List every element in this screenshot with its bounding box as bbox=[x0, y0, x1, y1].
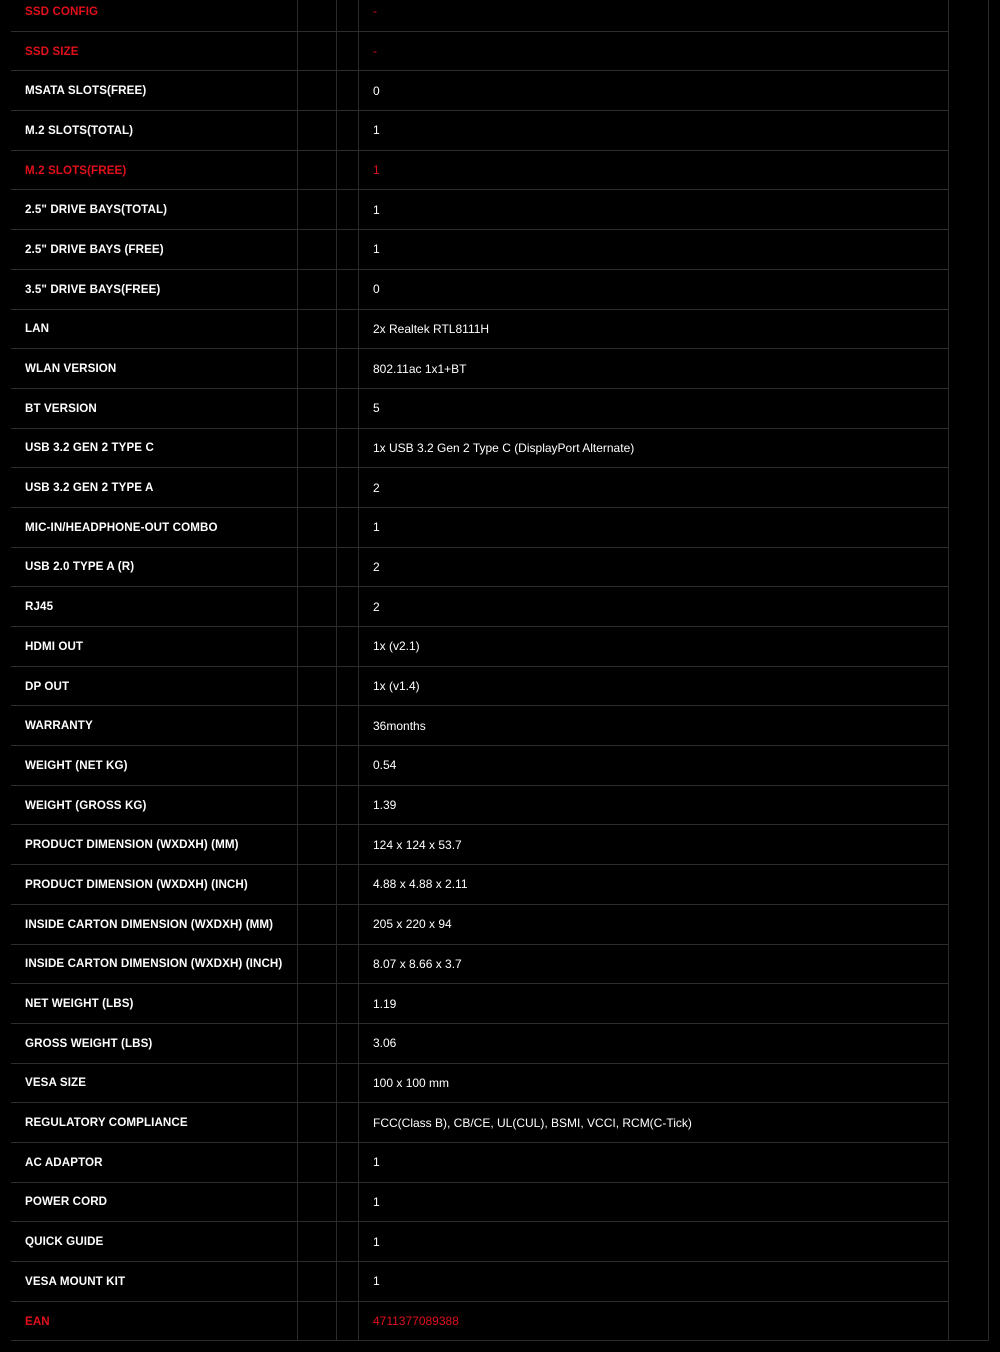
spec-label: 2.5" DRIVE BAYS(TOTAL) bbox=[25, 203, 168, 217]
spec-gutter bbox=[297, 865, 358, 904]
spec-value: 1.19 bbox=[373, 996, 397, 1011]
spec-value: 36months bbox=[373, 718, 426, 733]
spec-label: USB 3.2 GEN 2 TYPE A bbox=[25, 481, 154, 495]
spec-gutter bbox=[297, 1064, 358, 1103]
spec-gutter bbox=[297, 270, 358, 309]
spec-label: POWER CORD bbox=[25, 1195, 108, 1209]
spec-gutter bbox=[297, 1024, 358, 1063]
spec-row bbox=[11, 32, 949, 72]
spec-label: PRODUCT DIMENSION (WXDXH) (MM) bbox=[25, 838, 239, 852]
spec-label: USB 2.0 TYPE A (R) bbox=[25, 560, 135, 574]
spec-label: VESA SIZE bbox=[25, 1076, 87, 1090]
spec-row bbox=[11, 1262, 949, 1302]
spec-gutter bbox=[297, 468, 358, 507]
spec-gutter bbox=[297, 1143, 358, 1182]
spec-gutter bbox=[297, 1103, 358, 1142]
spec-value: 1x (v2.1) bbox=[373, 639, 420, 654]
spec-value: 1x (v1.4) bbox=[373, 679, 420, 694]
spec-row bbox=[11, 587, 949, 627]
spec-label: SSD SIZE bbox=[25, 44, 79, 58]
spec-value: 3.06 bbox=[373, 1036, 397, 1051]
spec-label: BT VERSION bbox=[25, 401, 97, 415]
spec-label: WEIGHT (NET KG) bbox=[25, 758, 128, 772]
spec-label: PRODUCT DIMENSION (WXDXH) (INCH) bbox=[25, 877, 248, 891]
spec-value: FCC(Class B), CB/CE, UL(CUL), BSMI, VCCI, RCM(C-Tick) bbox=[373, 1115, 692, 1130]
spec-gutter bbox=[297, 230, 358, 269]
spec-row bbox=[11, 905, 949, 945]
spec-value: - bbox=[373, 4, 377, 19]
spec-gutter bbox=[297, 627, 358, 666]
spec-row bbox=[11, 389, 949, 429]
spec-gutter bbox=[297, 1262, 358, 1301]
spec-table bbox=[11, 0, 949, 1341]
spec-gutter bbox=[297, 429, 358, 468]
spec-label: HDMI OUT bbox=[25, 639, 84, 653]
spec-gutter bbox=[297, 310, 358, 349]
spec-label: AC ADAPTOR bbox=[25, 1155, 103, 1169]
spec-label: WEIGHT (GROSS KG) bbox=[25, 798, 147, 812]
spec-row bbox=[11, 349, 949, 389]
spec-row bbox=[11, 945, 949, 985]
spec-gutter bbox=[297, 945, 358, 984]
spec-row bbox=[11, 71, 949, 111]
spec-label: RJ45 bbox=[25, 600, 54, 614]
spec-label: INSIDE CARTON DIMENSION (WXDXH) (MM) bbox=[25, 917, 274, 931]
spec-label: M.2 SLOTS(FREE) bbox=[25, 163, 127, 177]
spec-label: USB 3.2 GEN 2 TYPE C bbox=[25, 441, 154, 455]
spec-value: 1x USB 3.2 Gen 2 Type C (DisplayPort Alternate) bbox=[373, 440, 635, 455]
spec-value: 5 bbox=[373, 401, 380, 416]
spec-row bbox=[11, 1183, 949, 1223]
spec-label: LAN bbox=[25, 322, 50, 336]
spec-row bbox=[11, 865, 949, 905]
spec-value: 1 bbox=[373, 1234, 380, 1249]
spec-value: 2 bbox=[373, 599, 380, 614]
spec-label: MSATA SLOTS(FREE) bbox=[25, 84, 147, 98]
spec-row bbox=[11, 1024, 949, 1064]
spec-label: WLAN VERSION bbox=[25, 362, 117, 376]
spec-label: SSD CONFIG bbox=[25, 4, 99, 18]
spec-label: M.2 SLOTS(TOTAL) bbox=[25, 123, 134, 137]
spec-value: 0.54 bbox=[373, 758, 397, 773]
spec-value: 802.11ac 1x1+BT bbox=[373, 361, 467, 376]
spec-row bbox=[11, 1302, 949, 1342]
spec-value: 8.07 x 8.66 x 3.7 bbox=[373, 956, 462, 971]
spec-value: 1 bbox=[373, 163, 380, 178]
spec-gutter bbox=[297, 190, 358, 229]
spec-gutter bbox=[297, 111, 358, 150]
spec-gutter bbox=[297, 706, 358, 745]
spec-gutter bbox=[297, 1222, 358, 1261]
spec-label: WARRANTY bbox=[25, 719, 93, 733]
spec-gutter bbox=[297, 746, 358, 785]
spec-value: 1 bbox=[373, 1194, 380, 1209]
spec-value: 1.39 bbox=[373, 798, 397, 813]
spec-value: 2x Realtek RTL8111H bbox=[373, 321, 490, 336]
spec-label: MIC-IN/HEADPHONE-OUT COMBO bbox=[25, 520, 218, 534]
spec-value: 0 bbox=[373, 83, 380, 98]
spec-gutter bbox=[297, 667, 358, 706]
spec-value: 1 bbox=[373, 123, 380, 138]
spec-label: INSIDE CARTON DIMENSION (WXDXH) (INCH) bbox=[25, 957, 283, 971]
spec-label: EAN bbox=[25, 1314, 50, 1328]
spec-row bbox=[11, 667, 949, 707]
spec-label: NET WEIGHT (LBS) bbox=[25, 997, 134, 1011]
spec-value: 1 bbox=[373, 1155, 380, 1170]
spec-value: 2 bbox=[373, 480, 380, 495]
spec-row bbox=[11, 111, 949, 151]
spec-gutter bbox=[297, 71, 358, 110]
spec-gutter bbox=[297, 1183, 358, 1222]
spec-value: 1 bbox=[373, 242, 380, 257]
spec-gutter bbox=[297, 151, 358, 190]
spec-row bbox=[11, 230, 949, 270]
spec-row bbox=[11, 786, 949, 826]
spec-gutter bbox=[297, 349, 358, 388]
spec-value: 2 bbox=[373, 559, 380, 574]
spec-gutter bbox=[297, 786, 358, 825]
spec-row bbox=[11, 1143, 949, 1183]
spec-row bbox=[11, 151, 949, 191]
spec-gutter bbox=[297, 389, 358, 428]
spec-label: GROSS WEIGHT (LBS) bbox=[25, 1036, 153, 1050]
spec-label: REGULATORY COMPLIANCE bbox=[25, 1116, 188, 1130]
spec-value: 205 x 220 x 94 bbox=[373, 917, 452, 932]
spec-row bbox=[11, 270, 949, 310]
spec-gutter bbox=[297, 905, 358, 944]
spec-gutter bbox=[297, 32, 358, 71]
spec-value: 124 x 124 x 53.7 bbox=[373, 837, 462, 852]
spec-gutter bbox=[297, 984, 358, 1023]
spec-row bbox=[11, 310, 949, 350]
gutter-bottom-edge-right bbox=[948, 1340, 989, 1341]
spec-gutter bbox=[297, 548, 358, 587]
column-divider-right-outer bbox=[988, 0, 989, 1341]
spec-value: 4711377089388 bbox=[373, 1314, 459, 1329]
spec-row bbox=[11, 1103, 949, 1143]
spec-row bbox=[11, 746, 949, 786]
spec-row bbox=[11, 429, 949, 469]
spec-row bbox=[11, 468, 949, 508]
spec-label: QUICK GUIDE bbox=[25, 1235, 104, 1249]
spec-row bbox=[11, 627, 949, 667]
spec-row bbox=[11, 508, 949, 548]
spec-gutter bbox=[297, 508, 358, 547]
spec-label: VESA MOUNT KIT bbox=[25, 1274, 126, 1288]
spec-value: 4.88 x 4.88 x 2.11 bbox=[373, 877, 468, 892]
spec-row bbox=[11, 984, 949, 1024]
spec-value: 1 bbox=[373, 1274, 380, 1289]
spec-row bbox=[11, 706, 949, 746]
spec-value: 1 bbox=[373, 520, 380, 535]
spec-gutter bbox=[297, 587, 358, 626]
spec-gutter bbox=[297, 825, 358, 864]
spec-row bbox=[11, 1222, 949, 1262]
spec-row bbox=[11, 1064, 949, 1104]
spec-label: 3.5" DRIVE BAYS(FREE) bbox=[25, 282, 161, 296]
spec-gutter bbox=[297, 0, 358, 31]
spec-label: DP OUT bbox=[25, 679, 70, 693]
spec-value: - bbox=[373, 44, 377, 59]
spec-gutter bbox=[297, 1302, 358, 1341]
spec-row bbox=[11, 190, 949, 230]
spec-value: 100 x 100 mm bbox=[373, 1075, 450, 1090]
spec-row bbox=[11, 0, 949, 32]
spec-row bbox=[11, 825, 949, 865]
spec-value: 0 bbox=[373, 282, 380, 297]
spec-label: 2.5" DRIVE BAYS (FREE) bbox=[25, 242, 164, 256]
spec-value: 1 bbox=[373, 202, 380, 217]
spec-row bbox=[11, 548, 949, 588]
